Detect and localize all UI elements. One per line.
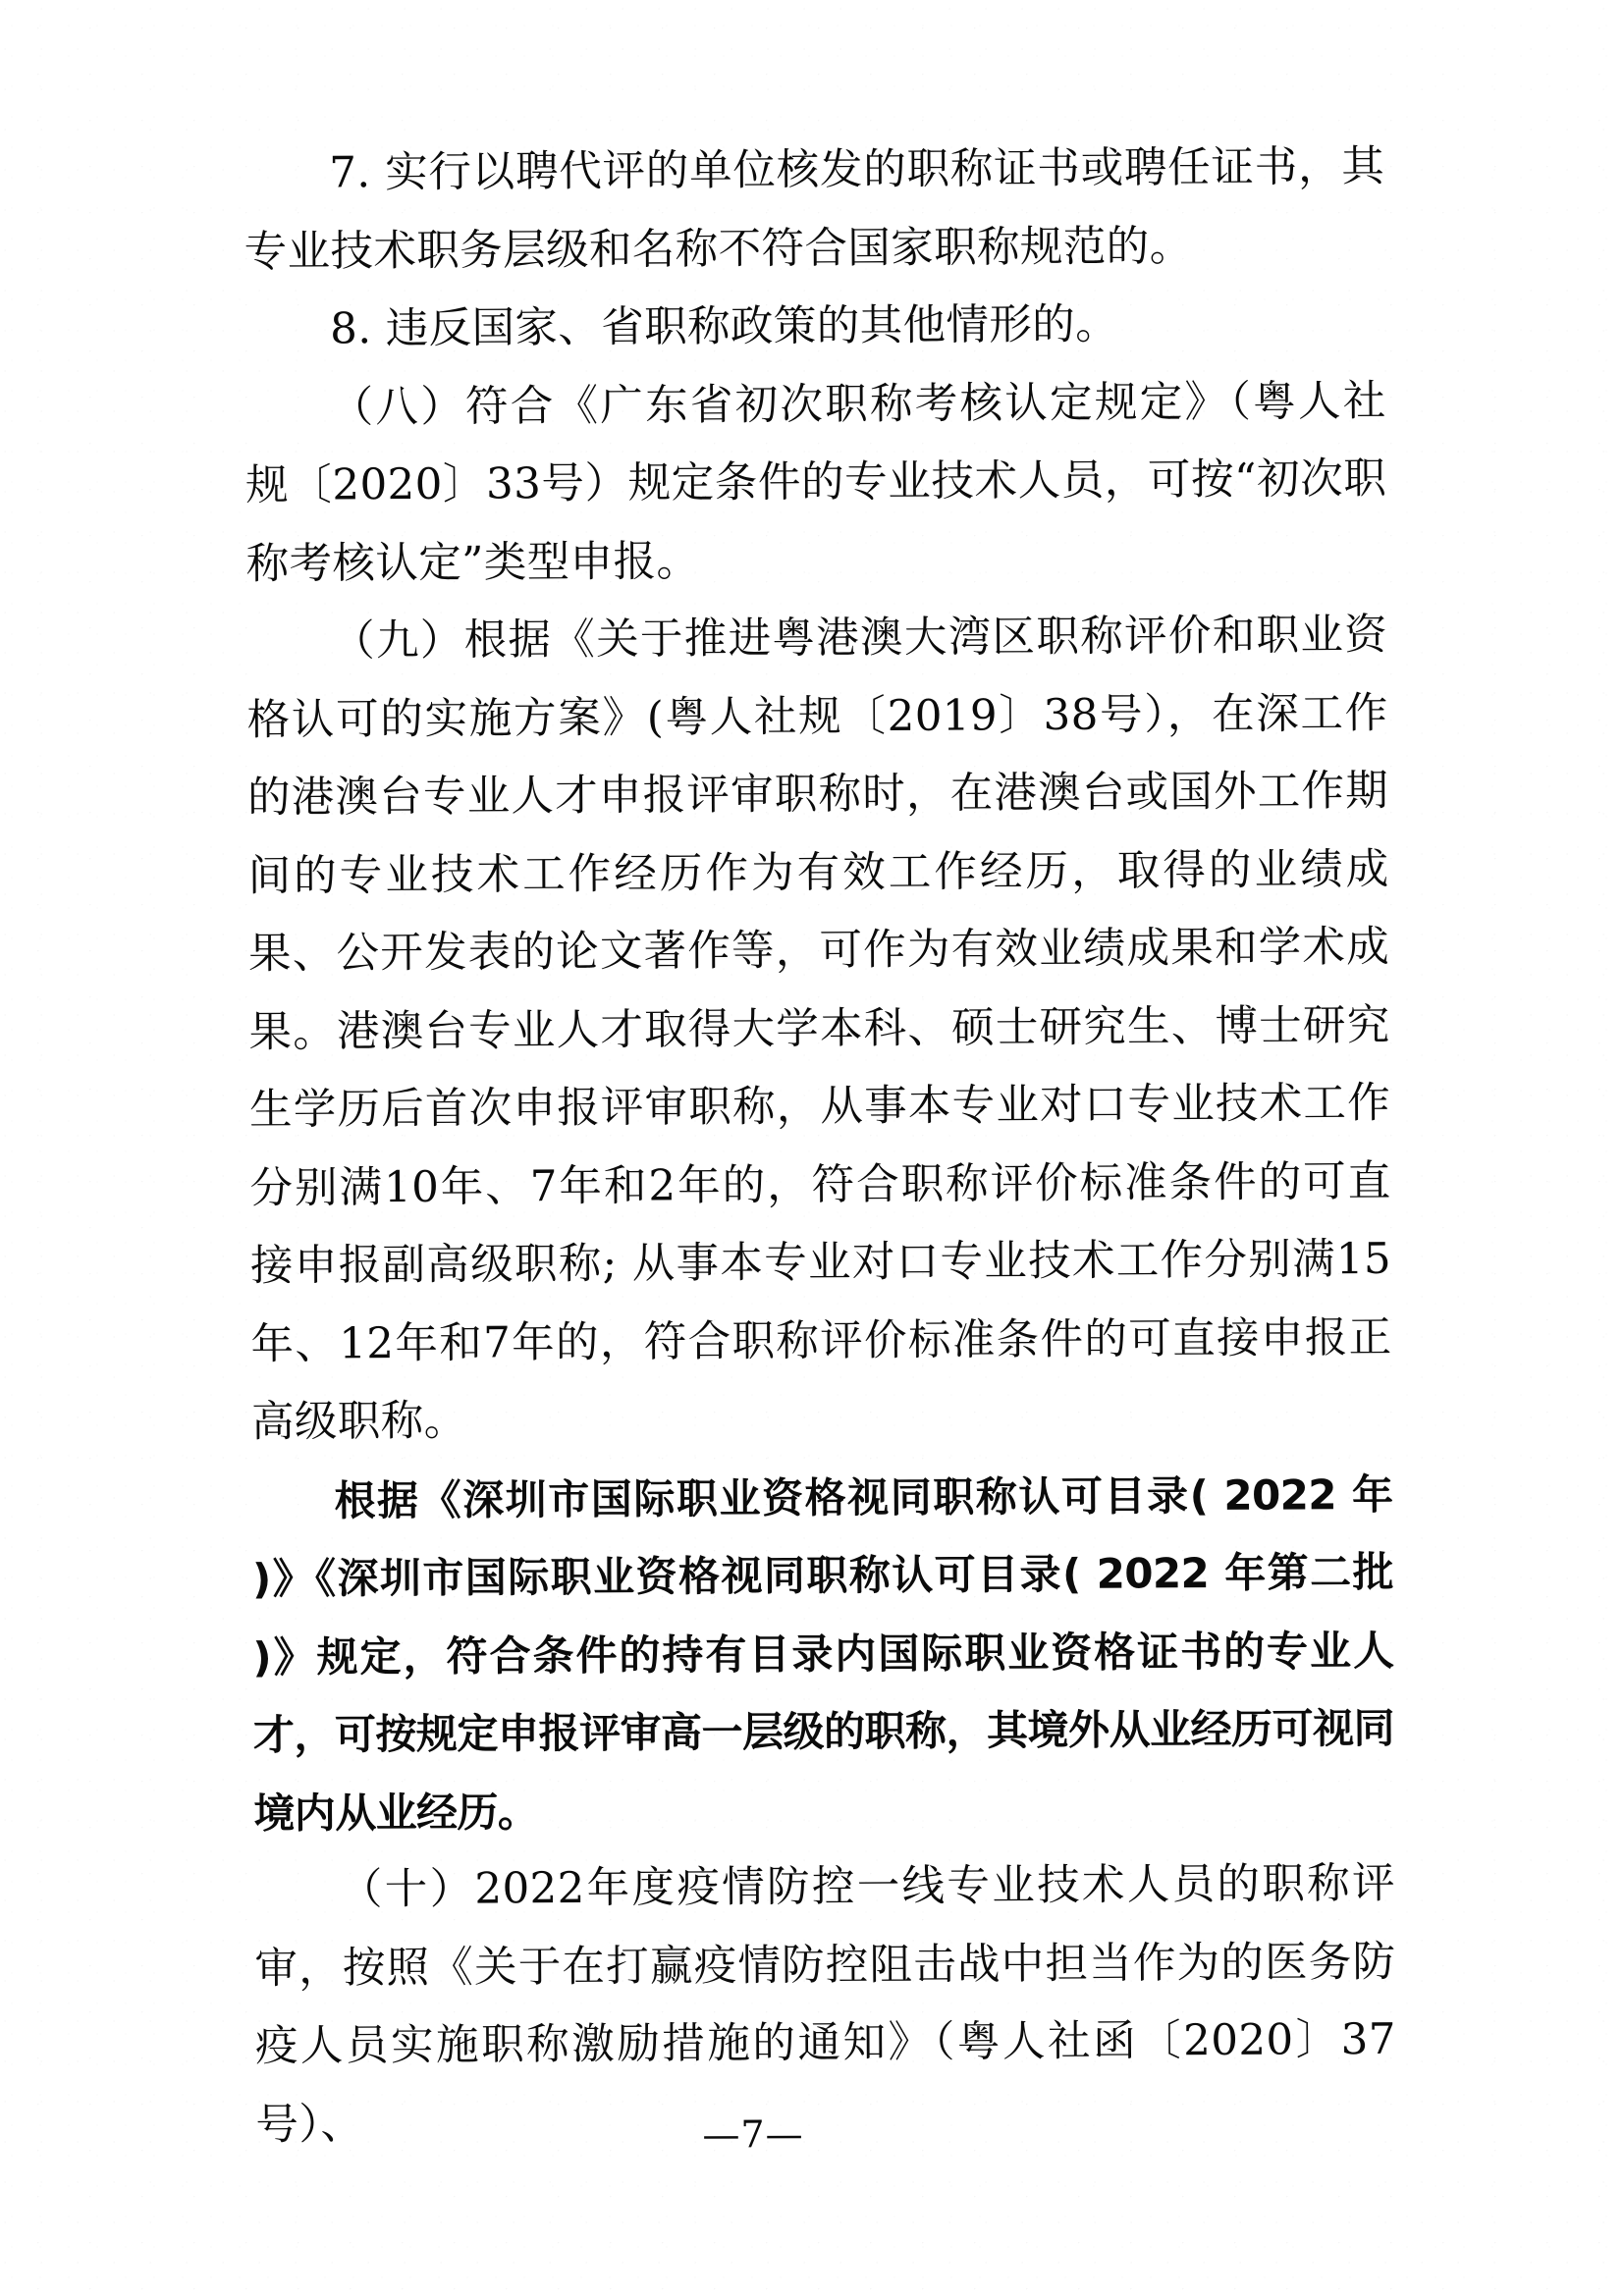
paragraph-section-10: （十）2022年度疫情防控一线专业技术人员的职称评审，按照《关于在打赢疫情防控阻击战中担当作为的医务防疫人员实施职称激励措施的通知》（粤人社函〔2020〕37号）、 bbox=[254, 1858, 1397, 2150]
document-text-block bbox=[244, 129, 1397, 2164]
paragraph-section-9: （九）根据《关于推进粤港澳大湾区职称评价和职业资格认可的实施方案》(粤人社规〔2019〕38号），在深工作的港澳台专业人才申报评审职称时，在港澳台或国外工作期间的专业技术工作经历作为有效工作经历，取得的业绩成果、公开发表的论文著作等，可作为有效业绩成果和学术成果。港澳台专业人才取得大学本科、硕士研究生、博士研究生学历后首次申报评审职称，从事本专业对口专业技术工作分别满10年、7年和2年的，符合职称评价标准条件的可直接申报副高级职称; 从事本专业对口专业技术工作分别满15年、12年和7年的，符合职称评价标准条件的可直接申报正高级职称。 bbox=[246, 610, 1392, 1447]
paragraph-item-7: 7. 实行以聘代评的单位核发的职称证书或聘任证书，其专业技术职务层级和名称不符合国家职称规范的。 bbox=[244, 141, 1385, 277]
paragraph-section-8: （八）符合《广东省初次职称考核认定规定》（粤人社规〔2020〕33号）规定条件的专业技术人员，可按“初次职称考核认定”类型申报。 bbox=[245, 376, 1387, 589]
page-number: —7— bbox=[702, 2112, 804, 2157]
paragraph-international-qualification: 根据《深圳市国际职业资格视同职称认可目录( 2022 年 )》《深圳市国际职业资格视同职称认可目录( 2022 年第二批 )》规定，符合条件的持有目录内国际职业资格证书的专业人才，可按规定申报评审高一层级的职称，其境外从业经历可视同境内从业经历。 bbox=[251, 1469, 1395, 1838]
paragraph-item-8: 8. 违反国家、省职称政策的其他情形的。 bbox=[330, 299, 1119, 354]
